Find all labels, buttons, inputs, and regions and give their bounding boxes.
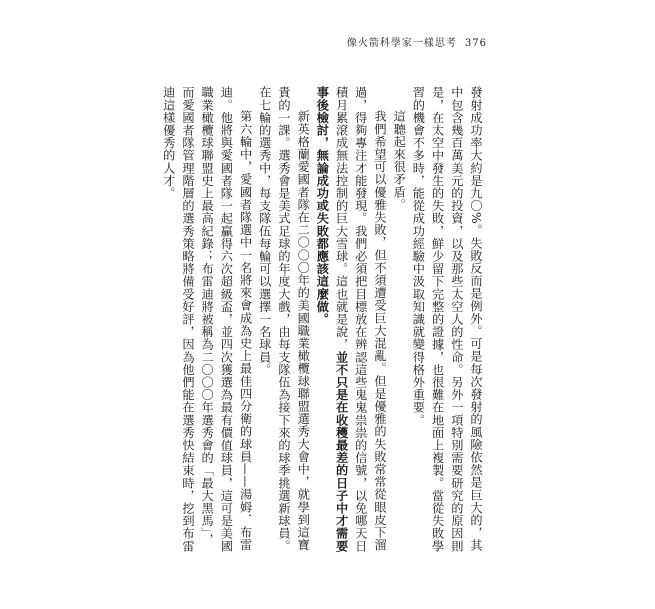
paragraph-text: 發射成功率大約是九〇%。失敗反而是例外。可是每次發射的風險依然是巨大的，其中包含幾百萬美元的投資，以及那些太空人的性命。另外一項特別需要研究的原因則是，在太空中發生的失敗，鮮少留下完整的證據，也很難在地面上複製。當從失敗學習的機會不多時，能從成功經驗中汲取知識就變得格外重要。 [411, 86, 483, 553]
running-header [347, 34, 487, 49]
paragraph [255, 86, 313, 556]
paragraph [389, 86, 408, 556]
running-title: 像火箭科學家一樣思考 [346, 38, 457, 49]
paragraph-text: 新英格蘭愛國者隊在二〇〇〇年的美國職業橄欖球聯盟選秀大會中，就學到這寶貴的一課。選秀會是美式足球的年度大戲，由每支隊伍為接下來的球季挑選新球員。在七輪的選秀中，每支隊伍每輪可以選擇一名球員。 [257, 86, 311, 553]
page-number: 376 [464, 38, 487, 49]
paragraph [159, 86, 255, 556]
paragraph [408, 86, 485, 556]
body-text [161, 86, 485, 556]
paragraph [312, 86, 389, 556]
bold-emphasis-text: 並不只是在收穫最差的日子中才需要事後檢討，無論成功或失敗都應該這麼做。 [315, 86, 349, 553]
paragraph-text: 第六輪中，愛國者隊選中一名將來會成為史上最佳四分衛的球員——湯姆．布雷迪。他將與愛國者隊一起贏得六次超級盃，並四次獲選為最有價值球員，這可是美國職業橄欖球聯盟史上最高紀錄；布雷迪將被稱為二〇〇〇年選秀會的「最大黑馬」，而愛國者隊管理階層的選秀策略將備受好評，因為他們能在選秀快結束時，挖到布雷迪這樣優秀的人才。 [161, 86, 253, 553]
paragraph-text: 我們希望可以優雅失敗，但不須遭受巨大混亂。但是優雅的失敗常常從眼皮下溜過，得夠專注才能發現。我們必須把目標放在辨認這些鬼鬼祟祟的信號，以免哪天日積月累滾成無法控制的巨大雪球。這也就是說， [334, 86, 387, 553]
paragraph-text: 這聽起來很矛盾。 [392, 110, 407, 212]
